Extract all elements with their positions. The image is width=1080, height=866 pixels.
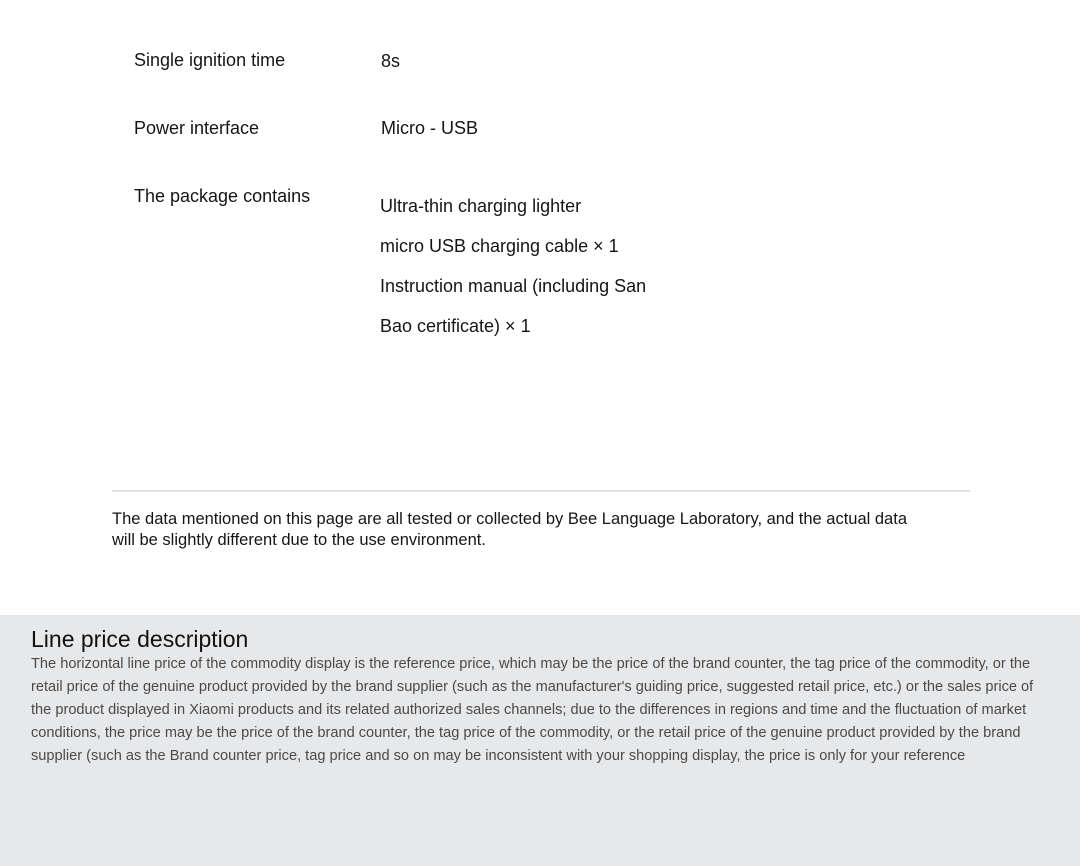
package-item: Instruction manual (including San xyxy=(380,276,647,296)
section-divider xyxy=(112,490,970,492)
package-item: Ultra-thin charging lighter xyxy=(380,196,582,216)
spec-value-ignition-time: 8s xyxy=(381,51,401,71)
package-item: micro USB charging cable × 1 xyxy=(380,236,619,256)
line-price-body: The horizontal line price of the commodity display is the reference price, which may be the price of the brand counter, the tag price of the commodity, or the retail price of the genuine product provided by the brand supplier (such as the manufacturer's guiding price, suggested retail price, etc.) or the sales price of the product displayed in Xiaomi products and its related authorized sales channels; due to the differences in regions and time and the fluctuation of market conditions, the price may be the price of the brand counter, the tag price of the commodity, or the retail price of the genuine product provided by the brand supplier (such as the Brand counter price, tag price and so on may be inconsistent with your shopping display, the price is only for your reference xyxy=(31,656,1034,764)
package-item: Bao certificate) × 1 xyxy=(380,316,531,336)
spec-label-power-interface: Power interface xyxy=(134,118,260,138)
spec-label-package-contents: The package contains xyxy=(134,186,311,206)
package-contents-list xyxy=(380,186,646,346)
lab-data-disclaimer: The data mentioned on this page are all tested or collected by Bee Language Laboratory, and the actual data will be slightly different due to the use environment. xyxy=(112,510,907,549)
spec-label-ignition-time: Single ignition time xyxy=(134,50,286,70)
spec-value-power-interface: Micro - USB xyxy=(381,118,479,138)
line-price-description-section xyxy=(0,615,1080,866)
line-price-title: Line price description xyxy=(31,626,249,652)
